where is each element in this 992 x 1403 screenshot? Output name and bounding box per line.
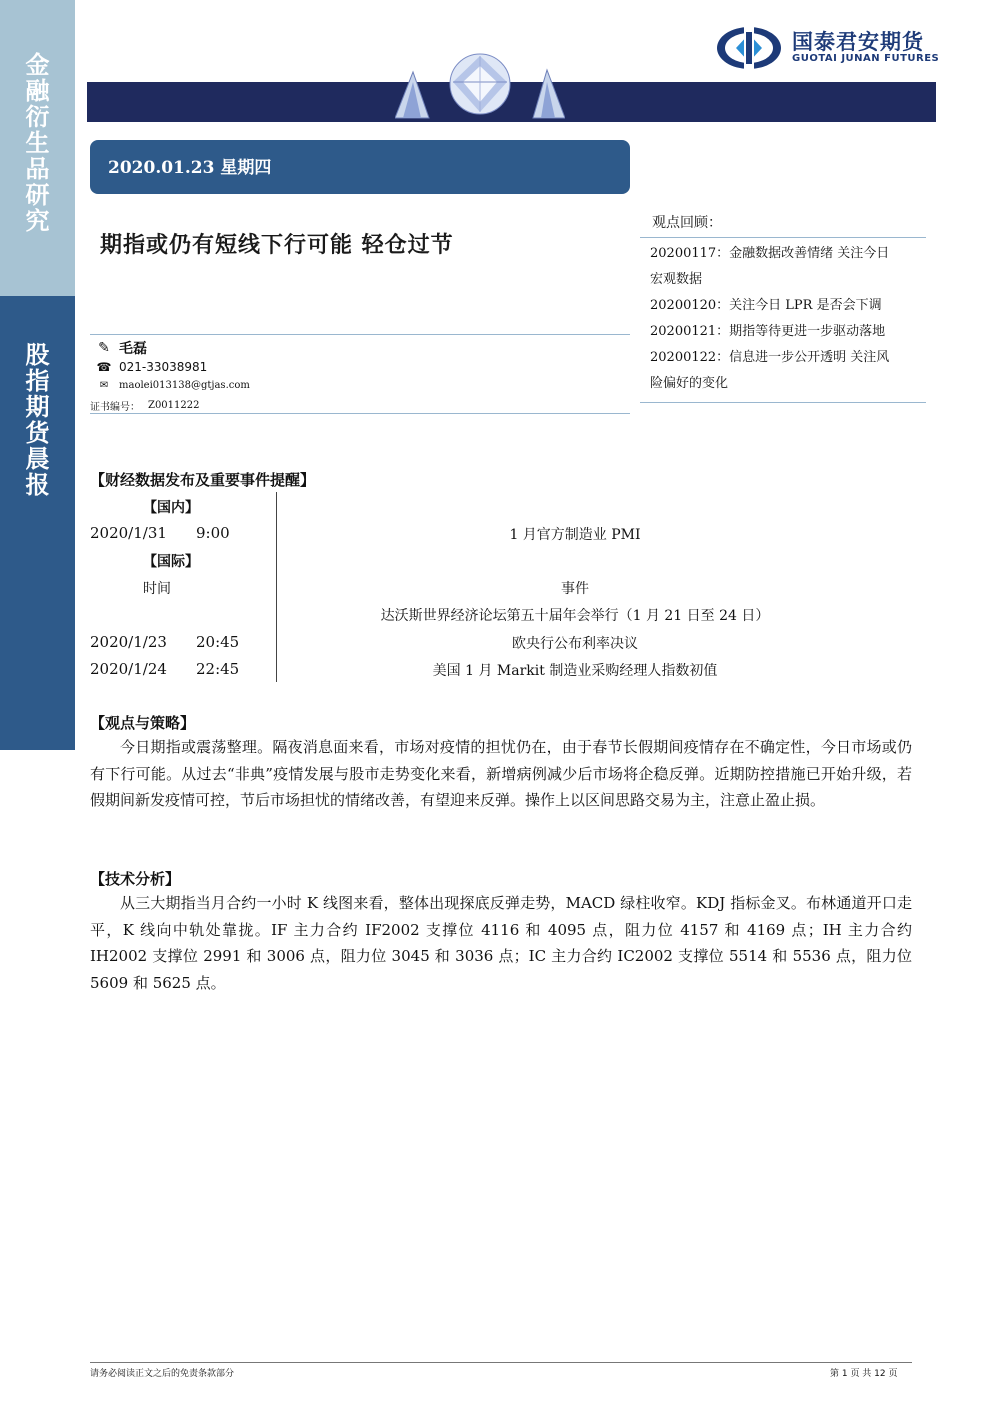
review-list — [640, 238, 926, 403]
page-title: 期指或仍有短线下行可能 轻仓过节 — [100, 233, 454, 258]
event-name: 达沃斯世界经济论坛第五十届年会举行（1 月 21 日至 24 日） — [380, 608, 770, 624]
review-item: 险偏好的变化 — [650, 376, 729, 391]
pencil-icon: ✎ — [98, 340, 110, 356]
sidebar-top-panel — [0, 0, 75, 296]
logo-mark-icon — [716, 26, 782, 70]
col-time-header: 时间 — [143, 581, 171, 597]
strategy-heading: 【观点与策略】 — [90, 714, 196, 732]
event-time: 22:45 — [196, 660, 240, 678]
sidebar-char: 究 — [25, 207, 50, 235]
logo-name-cn: 国泰君安期货 — [792, 30, 924, 54]
sidebar-char: 指 — [25, 367, 50, 395]
technical-heading: 【技术分析】 — [90, 870, 181, 888]
event-time: 20:45 — [196, 633, 240, 651]
events-heading: 【财经数据发布及重要事件提醒】 — [90, 471, 316, 489]
report-date: 2020.01.23 星期四 — [108, 158, 272, 178]
event-name: 美国 1 月 Markit 制造业采购经理人指数初值 — [432, 663, 718, 679]
email-icon: ✉ — [99, 380, 109, 391]
diamond-gem-icon — [395, 52, 565, 124]
footer-disclaimer: 请务必阅读正文之后的免责条款部分 — [90, 1369, 235, 1379]
author-phone-row — [95, 360, 207, 374]
sidebar-char: 融 — [25, 77, 50, 105]
author-email[interactable]: maolei013138@gtjas.com — [119, 380, 250, 391]
sidebar-top-label — [0, 52, 75, 234]
cert-number: Z0011222 — [148, 400, 200, 411]
sidebar-char: 衍 — [25, 103, 50, 131]
events-divider — [276, 492, 277, 682]
author-phone: 021-33038981 — [119, 360, 208, 374]
sidebar-char: 金 — [25, 51, 50, 79]
page-number: 第 1 页 共 12 页 — [830, 1369, 898, 1379]
review-item: 20200117：金融数据改善情绪 关注今日 — [650, 246, 890, 261]
footer-divider — [90, 1362, 912, 1363]
event-date: 2020/1/23 — [90, 633, 167, 651]
sidebar-bottom-label — [0, 342, 75, 498]
review-panel — [640, 212, 926, 403]
cert-label: 证书编号： — [90, 402, 140, 413]
strategy-paragraph: 今日期指或震荡整理。隔夜消息面来看，市场对疫情的担忧仍在，由于春节长假期间疫情存在不确定性，今日市场或仍有下行可能。从过去“非典”疫情发展与股市走势变化来看，新增病例减少后市场将企稳反弹。近期防控措施已开始升级，若假期间新发疫情可控，节后市场担忧的情绪改善，有望迎来反弹。操作上以区间思路交易为主，注意止盈止损。 — [90, 738, 912, 809]
sidebar-bottom-panel — [0, 296, 75, 750]
international-label: 【国际】 — [143, 554, 199, 570]
author-block — [90, 334, 630, 414]
logo-name-en: GUOTAI JUNAN FUTURES — [792, 53, 940, 64]
event-name: 欧央行公布利率决议 — [512, 636, 638, 652]
author-email-row — [95, 380, 250, 391]
sidebar-char: 期 — [25, 393, 50, 421]
event-name: 1 月官方制造业 PMI — [509, 527, 641, 543]
domestic-label: 【国内】 — [143, 500, 199, 516]
sidebar-char: 品 — [25, 155, 50, 183]
col-event-header: 事件 — [561, 581, 589, 597]
review-item: 20200121：期指等待更进一步驱动落地 — [650, 324, 886, 339]
review-item: 20200122：信息进一步公开透明 关注风 — [650, 350, 890, 365]
review-item: 20200120：关注今日 LPR 是否会下调 — [650, 298, 882, 313]
sidebar-char: 晨 — [25, 445, 50, 473]
sidebar-char: 生 — [25, 129, 50, 157]
review-item: 宏观数据 — [650, 272, 703, 287]
event-time: 9:00 — [196, 524, 230, 542]
review-heading: 观点回顾： — [640, 212, 926, 238]
author-name: 毛磊 — [119, 341, 147, 357]
date-bar — [90, 140, 630, 194]
company-logo — [716, 26, 940, 70]
cert-row — [90, 398, 199, 413]
author-name-row — [95, 338, 147, 358]
event-date: 2020/1/31 — [90, 524, 167, 542]
event-date: 2020/1/24 — [90, 660, 167, 678]
sidebar-char: 货 — [25, 419, 50, 447]
sidebar-char: 股 — [25, 341, 50, 369]
sidebar-char: 报 — [25, 471, 50, 499]
technical-paragraph: 从三大期指当月合约一小时 K 线图来看，整体出现探底反弹走势，MACD 绿柱收窄。KDJ 指标金叉。布林通道开口走平，K 线向中轨处靠拢。IF 主力合约 IF2002 支撑位 4116 和 4095 点，阻力位 4157 和 4169 点；IH 主力合约 IH2002 支撑位 2991 和 3006 点，阻力位 3045 和 3036 点；IC 主力合约 IC2002 支撑位 5514 和 5536 点，阻力位 5609 和 5625 点。 — [90, 894, 912, 992]
telephone-icon: ☎ — [96, 360, 112, 374]
sidebar-char: 研 — [25, 181, 50, 209]
